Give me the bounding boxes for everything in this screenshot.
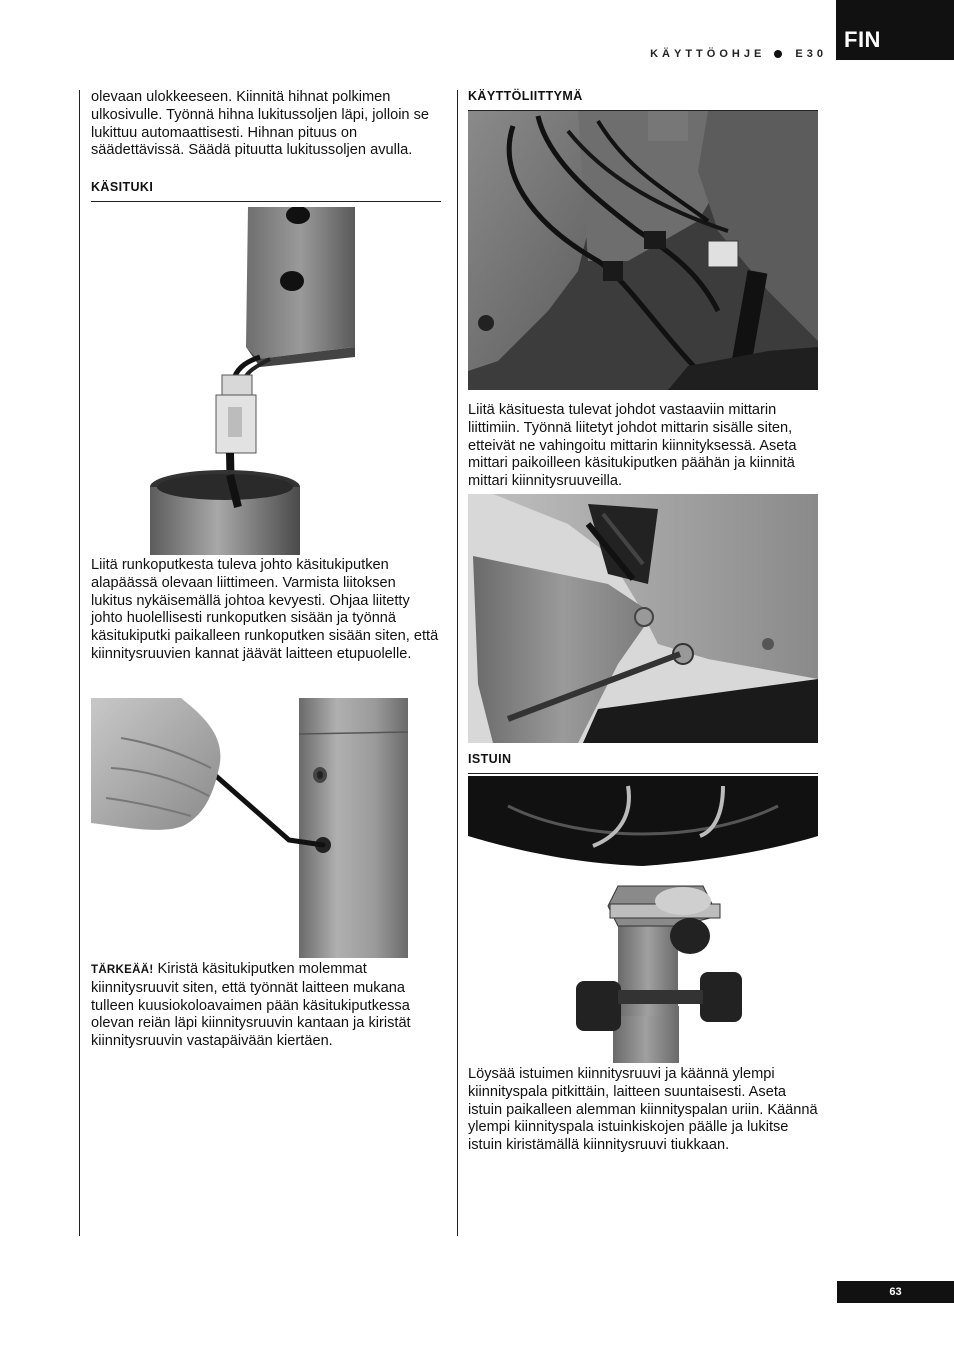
bullet-dot-icon <box>774 50 782 58</box>
middle-column-rule <box>457 90 458 1236</box>
section-heading-seat: ISTUIN <box>468 752 512 766</box>
running-header <box>650 48 827 60</box>
photo-hex-key-tightening <box>91 698 408 958</box>
console-wiring-illustration <box>468 111 818 390</box>
heading-rule <box>468 773 818 774</box>
photo-console-mounting <box>468 494 818 743</box>
intro-paragraph: olevaan ulokkeeseen. Kiinnitä hihnat polkimen ulkosivulle. Työnnä hihna lukitussoljen läpi, jolloin se lukittuu automaattisesti. Hihnan pituus on säädettävissä. Säädä pituutta lukitussoljen avulla. <box>91 89 430 159</box>
model-name: E30 <box>795 48 827 60</box>
console-mounting-illustration <box>468 494 818 743</box>
left-column-rule <box>79 90 80 1236</box>
section-heading-handlebar: KÄSITUKI <box>91 180 154 194</box>
console-section-header <box>468 89 818 111</box>
photo-console-wiring <box>468 111 818 390</box>
console-instructions <box>468 402 818 491</box>
page-number: 63 <box>837 1281 954 1303</box>
handlebar-instructions <box>91 557 441 664</box>
language-tab: FIN <box>836 0 954 60</box>
handlebar-section-header <box>91 180 441 202</box>
seat-paragraph: Löysää istuimen kiinnitysruuvi ja käännä ylempi kiinnityspala pitkittäin, laitteen suuntaisesti. Aseta istuin paikalleen alemman kiinnityspalan uriin. Käännä ylempi kiinnityspala istuinkiskojen päälle ja lukitse istuin kiristämällä kiinnitysruuvi tiukkaan. <box>468 1066 818 1154</box>
seat-instructions <box>468 1066 818 1155</box>
hex-key-illustration <box>91 698 408 958</box>
important-note <box>91 961 441 1051</box>
photo-seat-clamp <box>468 776 818 1063</box>
handlebar-connector-illustration <box>150 207 356 555</box>
photo-handlebar-connector <box>150 207 356 555</box>
manual-title: KÄYTTÖOHJE <box>650 48 766 60</box>
important-text: Kiristä käsitukiputken molemmat kiinnitysruuvit siten, että työnnät laitteen mukana tulleen kuusiokoloavaimen pään käsitukiputkessa olevan reiän läpi kiinnitysruuvin kantaan ja kiristät kiinnitysruuvin vastapäivään kiertäen. <box>91 961 411 1050</box>
important-label: TÄRKEÄÄ! <box>91 964 154 976</box>
seat-section-header <box>468 752 818 774</box>
handlebar-paragraph: Liitä runkoputkesta tuleva johto käsitukiputken alapäässä olevaan liittimeen. Varmista liitoksen lukitus nykäisemällä johtoa kevyesti. Ohjaa liitetty johto huolellisesti runkoputken sisään ja työnnä käsitukiputki paikalleen runkoputken sisään siten, että kiinnitysruuvien kannat jäävät laitteen etupuolelle. <box>91 557 439 662</box>
left-intro <box>91 89 441 160</box>
seat-clamp-illustration <box>468 776 818 1063</box>
section-heading-console: KÄYTTÖLIITTYMÄ <box>468 89 583 103</box>
console-paragraph: Liitä käsituesta tulevat johdot vastaaviin mittarin liittimiin. Työnnä liitetyt johdot mittarin sisälle siten, etteivät ne vahingoitu mittarin kiinnityksessä. Aseta mittari paikoilleen käsitukiputken päähän ja kiinnitä mittari kiinnitysruuveilla. <box>468 402 797 490</box>
heading-rule <box>91 201 441 202</box>
